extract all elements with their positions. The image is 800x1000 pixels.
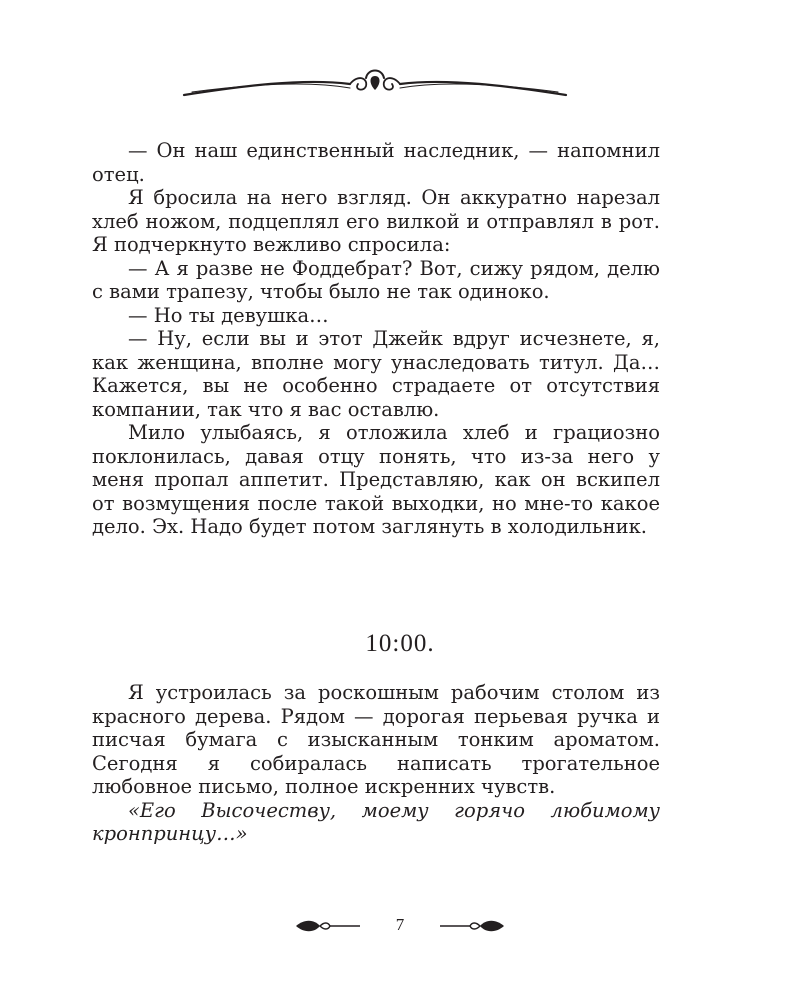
paragraph: — А я разве не Фоддебрат? Вот, сижу рядом, делю с вами трапезу, чтобы было не так одиноко. bbox=[92, 256, 660, 303]
paragraph: — Ну, если вы и этот Джейк вдруг исчезнете, я, как женщина, вполне могу унаследовать титул. Да… Кажется, вы не особенно страдаете от отсутствия компании, так что я вас оставлю. bbox=[92, 327, 660, 421]
page-footer bbox=[0, 913, 800, 939]
section-time-heading: 10:00. bbox=[365, 630, 435, 657]
paragraph: — Но ты девушка… bbox=[128, 303, 329, 327]
paragraph: — Он наш единственный наследник, — напомнил отец. bbox=[92, 139, 660, 186]
paragraph: Мило улыбаясь, я отложила хлеб и грациозно поклонилась, давая отцу понять, что из-за него у меня пропал аппетит. Представляю, как он вскипел от возмущения после такой выходки, но мне-то какое дело. Эх. Надо будет потом заглянуть в холодильник. bbox=[92, 421, 660, 538]
top-ornament bbox=[182, 64, 568, 104]
letter-salutation: «Его Высочеству, моему горячо любимому кронпринцу…» bbox=[92, 798, 660, 845]
paragraph: Я бросила на него взгляд. Он аккуратно нарезал хлеб ножом, подцеплял его вилкой и отправлял в рот. Я подчеркнуто вежливо спросила: bbox=[92, 186, 660, 256]
page-number: 7 bbox=[395, 915, 405, 934]
paragraph: Я устроилась за роскошным рабочим столом из красного дерева. Рядом — дорогая перьевая ручка и писчая бумага с изысканным тонким ароматом. Сегодня я собиралась написать трогательное любовное письмо, полное искренних чувств. bbox=[92, 681, 660, 798]
text-part-2 bbox=[92, 681, 660, 846]
text-part-1 bbox=[92, 139, 660, 539]
